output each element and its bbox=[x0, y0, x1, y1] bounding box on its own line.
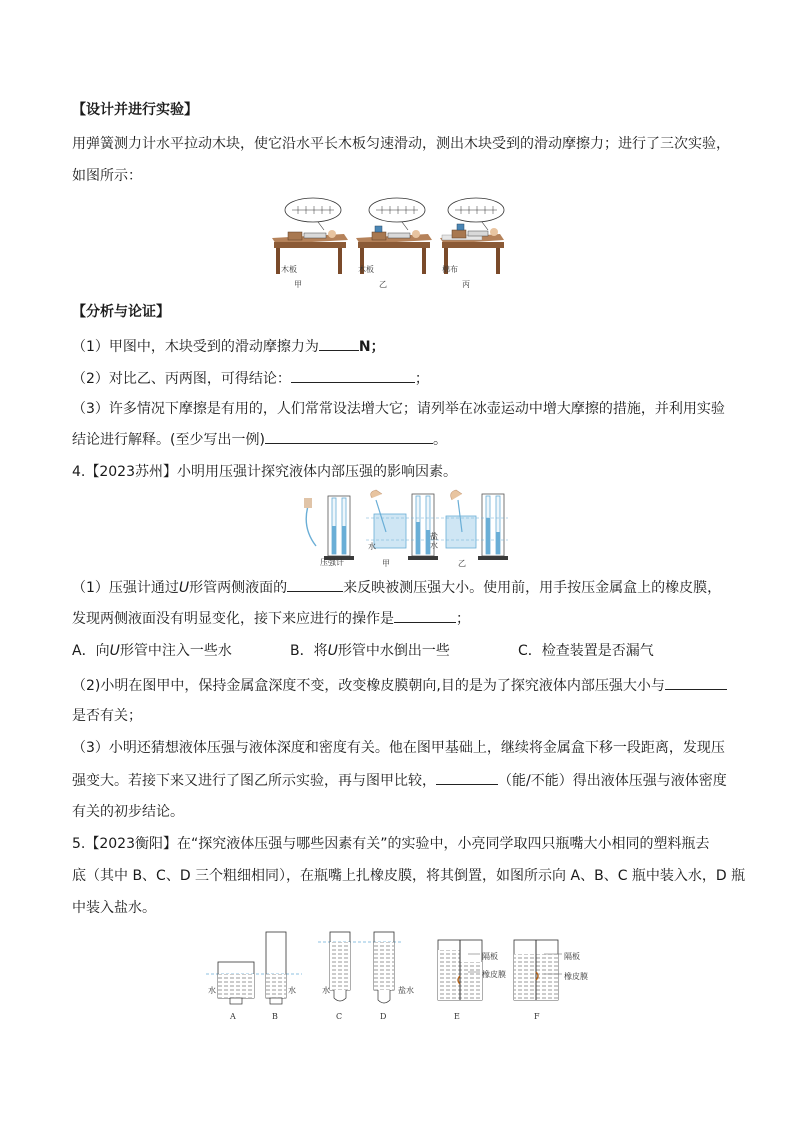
fig3-label-d: D bbox=[380, 1012, 387, 1021]
fig3-label-a: A bbox=[230, 1012, 236, 1021]
p4-q1-u-letter: U bbox=[178, 580, 190, 596]
question-1-unit: N； bbox=[358, 339, 385, 355]
problem-4-question-2-line1 bbox=[72, 675, 727, 696]
fig3-label-salt-d: 盐水 bbox=[398, 986, 414, 995]
question-3-line1: （3）许多情况下摩擦是有用的，人们常常设法增大它；请列举在冰壶运动中增大摩擦的措施，并利用实验 bbox=[72, 401, 725, 417]
answer-blank-q1[interactable] bbox=[319, 336, 359, 351]
problem-4-question-3-line1: （3）小明还猜想液体压强与液体深度和密度有关。他在图甲基础上，继续将金属盒下移一段距离，发现压 bbox=[72, 740, 725, 756]
section-analysis-heading: 【分析与论证】 bbox=[72, 304, 170, 320]
question-3-text: 结论进行解释。(至少写出一例) bbox=[72, 432, 265, 448]
problem-4-title: 4.【2023苏州】小明用压强计探究液体内部压强的影响因素。 bbox=[72, 464, 457, 480]
fig1-surface-label-yi: 木板 bbox=[358, 265, 374, 274]
p4-q3-text-b: （能/不能）得出液体压强与液体密度 bbox=[498, 773, 727, 789]
fig2-label-water: 水 bbox=[368, 542, 376, 551]
panel-bing-illustration bbox=[440, 198, 504, 274]
problem-4-question-3-line2 bbox=[72, 770, 727, 791]
fig2-label-salt: 盐水 bbox=[430, 532, 438, 550]
bottle-a-illustration bbox=[218, 962, 254, 1004]
option-a-text: 形管中注入一些水 bbox=[119, 643, 232, 659]
option-a[interactable] bbox=[72, 641, 232, 661]
problem-5-line1: 5.【2023衡阳】在“探究液体压强与哪些因素有关”的实验中，小亮同学取四只瓶嘴大小相同的塑料瓶去 bbox=[72, 836, 710, 852]
option-c[interactable]: C．检查装置是否漏气 bbox=[518, 643, 654, 659]
fig3-label-c: C bbox=[336, 1012, 343, 1021]
bottle-b-illustration bbox=[266, 932, 286, 1004]
p4-q1-line2-text: 发现两侧液面没有明显变化，接下来应进行的操作是 bbox=[72, 611, 394, 627]
bottle-d-illustration bbox=[374, 932, 394, 1003]
question-2-text: （2）对比乙、丙两图，可得结论： bbox=[72, 371, 291, 387]
fig3-label-water-b: 水 bbox=[288, 986, 296, 995]
answer-blank-p4-q2[interactable] bbox=[665, 675, 727, 690]
fig1-surface-label-bing: 棉布 bbox=[442, 265, 458, 274]
fig1-panel-label-bing: 丙 bbox=[462, 280, 470, 289]
problem-5-line3: 中装入盐水。 bbox=[72, 900, 156, 916]
option-a-prefix: A．向 bbox=[72, 643, 110, 659]
question-2 bbox=[72, 368, 429, 389]
fig3-label-b: B bbox=[272, 1012, 278, 1021]
problem-4-question-3-line3: 有关的初步结论。 bbox=[72, 804, 184, 820]
option-b-u-letter: U bbox=[327, 643, 338, 659]
friction-experiment-figure bbox=[268, 194, 508, 292]
answer-blank-p4-q3[interactable] bbox=[436, 770, 498, 785]
fig2-label-gauge: 压强计 bbox=[320, 558, 344, 567]
fig2-label-yi: 乙 bbox=[458, 559, 466, 568]
fig2-label-jia: 甲 bbox=[382, 559, 390, 568]
problem-4-question-1-line1 bbox=[72, 577, 721, 598]
fig3-label-membrane-f: 橡皮膜 bbox=[564, 972, 588, 981]
question-3-line2 bbox=[72, 429, 447, 450]
panel-jia-illustration bbox=[272, 198, 348, 274]
bottle-c-illustration bbox=[330, 932, 350, 1001]
section-design-heading: 【设计并进行实验】 bbox=[72, 102, 198, 118]
design-text-line1: 用弹簧测力计水平拉动木块，使它沿水平长木板匀速滑动，测出木块受到的滑动摩擦力；进行了三次实验， bbox=[72, 136, 730, 152]
fig3-label-membrane-e: 橡皮膜 bbox=[482, 970, 506, 979]
fig3-label-partition-e: 隔板 bbox=[482, 952, 498, 961]
panel-yi-illustration bbox=[356, 198, 432, 274]
option-b-text: 形管中水倒出一些 bbox=[337, 643, 450, 659]
container-f-illustration bbox=[514, 940, 558, 1000]
answer-blank-q2[interactable] bbox=[291, 368, 415, 383]
problem-5-line2: 底（其中 B、C、D 三个粗细相同），在瓶嘴上扎橡皮膜，将其倒置，如图所示向 A、B、C 瓶中装入水，D 瓶 bbox=[72, 868, 746, 884]
design-text-line2: 如图所示： bbox=[72, 168, 142, 184]
gauge-water-illustration bbox=[371, 490, 438, 560]
answer-blank-p4-q1-a[interactable] bbox=[287, 577, 343, 592]
gauge-saltwater-illustration bbox=[446, 490, 508, 560]
p4-q1-text-c: 来反映被测压强大小。使用前，用手按压金属盒上的橡皮膜， bbox=[343, 580, 722, 596]
fig3-label-water-c: 水 bbox=[322, 986, 330, 995]
fig3-label-e: E bbox=[454, 1012, 460, 1021]
fig3-label-partition-f: 隔板 bbox=[564, 952, 580, 961]
answer-blank-p4-q1-b[interactable] bbox=[394, 608, 456, 623]
question-1-text: （1）甲图中，木块受到的滑动摩擦力为 bbox=[72, 339, 319, 355]
option-b[interactable] bbox=[290, 641, 450, 661]
p4-q1-text-b: 形管两侧液面的 bbox=[189, 580, 288, 596]
option-b-prefix: B．将 bbox=[290, 643, 328, 659]
p4-q2-text: （2)小明在图甲中，保持金属盒深度不变，改变橡皮膜朝向,目的是为了探究液体内部压强大小与 bbox=[72, 678, 665, 694]
question-1 bbox=[72, 336, 385, 357]
container-e-illustration bbox=[438, 940, 482, 1000]
fig3-label-f: F bbox=[534, 1012, 540, 1021]
gauge-jia-illustration bbox=[304, 496, 354, 560]
answer-blank-q3[interactable] bbox=[265, 429, 433, 444]
problem-4-question-2-line2: 是否有关； bbox=[72, 708, 142, 724]
problem-4-question-1-line2 bbox=[72, 608, 470, 629]
option-a-u-letter: U bbox=[109, 643, 120, 659]
fig3-label-water-a: 水 bbox=[208, 986, 216, 995]
p4-q3-text-a: 强变大。若接下来又进行了图乙所示实验，再与图甲比较， bbox=[72, 773, 436, 789]
fig1-surface-label-jia: 木板 bbox=[281, 265, 297, 274]
p4-q1-line2-suffix: ； bbox=[456, 611, 470, 627]
p4-q1-text-a: （1）压强计通过 bbox=[72, 580, 179, 596]
fig1-panel-label-yi: 乙 bbox=[379, 280, 387, 289]
question-3-suffix: 。 bbox=[432, 432, 447, 448]
fig1-panel-label-jia: 甲 bbox=[294, 280, 302, 289]
question-2-suffix: ； bbox=[414, 371, 429, 387]
